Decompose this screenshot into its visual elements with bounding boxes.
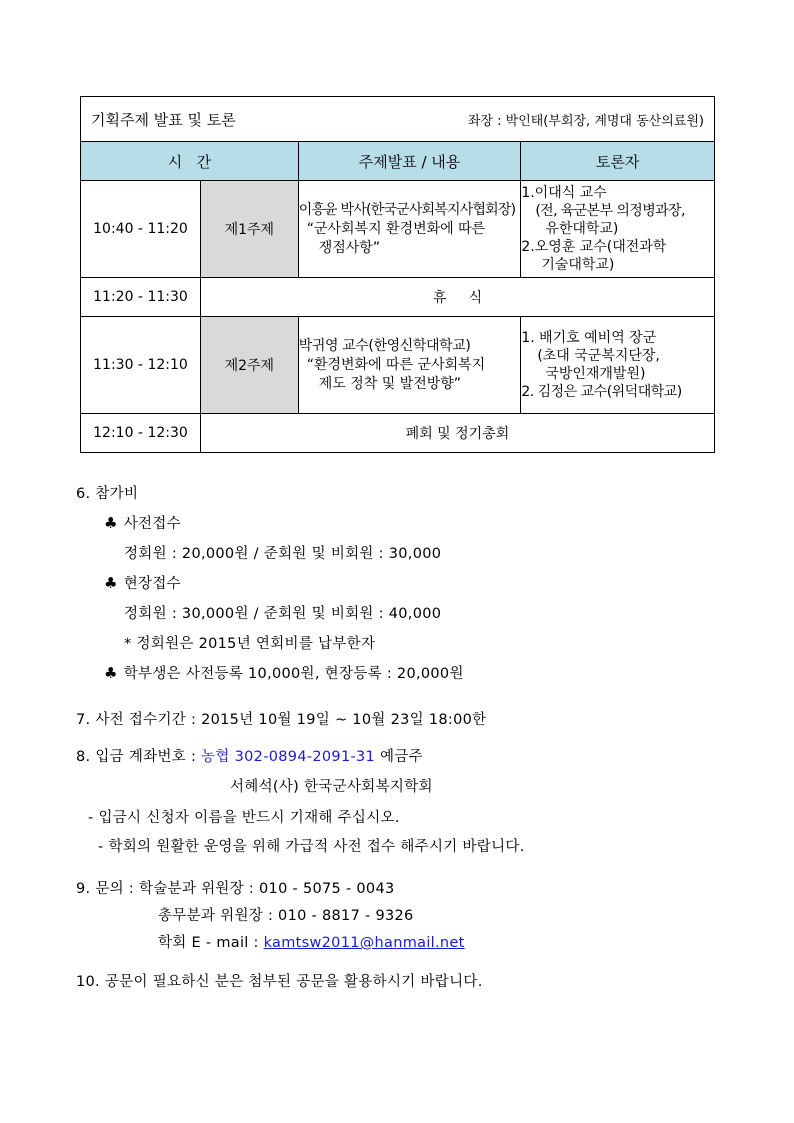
session2-panel: [521, 317, 715, 414]
panel-line: (초대 국군복지단장,: [537, 348, 660, 364]
panel-line: 2. 김정은 교수(위덕대학교): [521, 384, 682, 400]
break-time: 11:20 - 11:30: [81, 278, 201, 317]
official-letter-notice: 10. 공문이 필요하신 분은 첨부된 공문을 활용하시기 바랍니다.: [76, 974, 483, 990]
account-number: 농협 302-0894-2091-31: [201, 749, 376, 765]
member-note: * 정회원은 2015년 연회비를 납부한자: [124, 636, 376, 652]
contact-line-1: 9. 문의 : 학술분과 위원장 : 010 - 5075 - 0043: [76, 881, 395, 897]
header-time: 시 간: [81, 142, 299, 181]
email-link[interactable]: kamtsw2011@hanmail.net: [263, 935, 465, 951]
session2-time: 11:30 - 12:10: [81, 317, 201, 414]
table-title: 기획주제 발표 및 토론: [91, 110, 236, 129]
contact-line-2: 총무분과 위원장 : 010 - 8817 - 9326: [158, 908, 414, 924]
table-header-row: [81, 142, 715, 181]
contact-email-line: [158, 931, 465, 952]
onsite-label: 현장접수: [123, 576, 181, 592]
table-row: [81, 414, 715, 453]
table-row: [81, 181, 715, 278]
deposit-note-2: - 학회의 원활한 운영을 위해 가급적 사전 접수 해주시기 바랍니다.: [98, 839, 525, 855]
account-holder: 서혜석(사) 한국군사회복지학회: [230, 779, 433, 795]
session2-topic: 제2주제: [200, 317, 298, 414]
closing-time: 12:10 - 12:30: [81, 414, 201, 453]
chair-info: 좌장 : 박인태(부회장, 계명대 동산의료원): [467, 113, 704, 129]
account-suffix: 예금주: [375, 749, 423, 765]
session2-content: [298, 317, 521, 414]
account-line: [76, 745, 423, 766]
club-icon: ♣: [104, 664, 118, 682]
session2-title-line1: “환경변화에 따른 군사회복지: [306, 356, 486, 373]
deposit-note-1: - 입금시 신청자 이름을 반드시 기재해 주십시오.: [88, 810, 400, 826]
session2-presenter: 박귀영 교수(한영신학대학교): [298, 337, 471, 354]
header-content: 주제발표 / 내용: [298, 142, 521, 181]
session1-topic: 제1주제: [200, 181, 298, 278]
panel-line: 유한대학교): [545, 221, 619, 237]
student-fee-text: 학부생은 사전등록 10,000원, 현장등록 : 20,000원: [123, 666, 464, 682]
pre-detail: 정회원 : 20,000원 / 준회원 및 비회원 : 30,000: [124, 546, 442, 562]
pre-label: 사전접수: [123, 516, 181, 532]
panel-line: 1. 배기호 예비역 장군: [521, 330, 657, 346]
fee-heading: 6. 참가비: [76, 486, 139, 502]
session1-title-line2: 쟁점사항”: [318, 239, 381, 256]
session1-presenter: 이흥윤 박사(한국군사회복지사협회장): [298, 201, 516, 218]
registration-period: 7. 사전 접수기간 : 2015년 10월 19일 ~ 10월 23일 18:00한: [76, 712, 487, 728]
panel-line: 1.이대식 교수: [521, 185, 607, 201]
panel-line: 국방인재개발원): [545, 366, 646, 382]
session2-title-line2: 제도 정착 및 발전방향”: [318, 375, 462, 392]
session1-time: 10:40 - 11:20: [81, 181, 201, 278]
onsite-registration: [104, 572, 181, 593]
email-label: 학회 E - mail :: [158, 935, 264, 951]
panel-line: 기술대학교): [541, 257, 615, 273]
session1-panel: [521, 181, 715, 278]
club-icon: ♣: [104, 514, 118, 532]
table-row: [81, 317, 715, 414]
table-row: [81, 278, 715, 317]
closing-label: 폐회 및 정기총회: [200, 414, 714, 453]
break-label: 휴 식: [200, 278, 714, 317]
session1-title-line1: “군사회복지 환경변화에 따른: [306, 220, 486, 237]
account-label: 8. 입금 계좌번호 :: [76, 749, 202, 765]
session1-content: [298, 181, 521, 278]
pre-registration: [104, 512, 181, 533]
table-title-row: [81, 97, 715, 142]
student-fee: [104, 662, 464, 683]
onsite-detail: 정회원 : 30,000원 / 준회원 및 비회원 : 40,000: [124, 606, 442, 622]
panel-line: 2.오영훈 교수(대전과학: [521, 239, 667, 255]
program-table: [80, 96, 715, 453]
panel-line: (전, 육군본부 의정병과장,: [535, 203, 685, 219]
header-panel: 토론자: [521, 142, 715, 181]
club-icon: ♣: [104, 574, 118, 592]
